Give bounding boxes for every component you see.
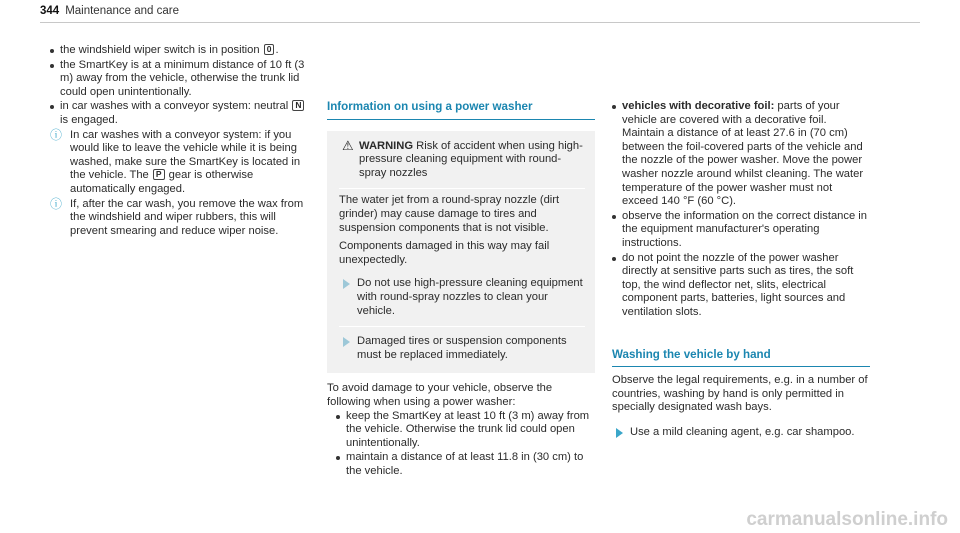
intro-paragraph: To avoid damage to your vehicle, observe the following when using a power washer: xyxy=(327,382,553,408)
column-right xyxy=(612,100,870,441)
list-item: the SmartKey is at a minimum distance of 10 ft (3 m) away from the vehicle, otherwise the trunk lid could open unintentionally. xyxy=(50,59,312,100)
info-icon: ⓘ xyxy=(50,196,63,211)
section-title: Maintenance and care xyxy=(65,5,179,17)
action-step: Damaged tires or suspension components must be replaced immediately. xyxy=(339,335,585,362)
heading-rule xyxy=(327,119,595,120)
neutral-gear-symbol: N xyxy=(292,100,304,111)
action-step: Use a mild cleaning agent, e.g. car shampoo. xyxy=(612,426,870,440)
warning-body xyxy=(339,189,585,362)
info-note: ⓘ If, after the car wash, you remove the wax from the windshield and wiper rubbers, this will prevent smearing and reduce wiper noise. xyxy=(50,196,304,237)
header-divider xyxy=(40,22,920,23)
power-washer-list-continued xyxy=(612,100,870,320)
info-icon: ⓘ xyxy=(50,127,63,142)
list-item: observe the information on the correct distance in the equipment manufacturer's operating instructions. xyxy=(612,210,870,251)
warning-triangle-icon: ⚠ xyxy=(342,137,354,153)
warning-header xyxy=(339,137,585,190)
list-item: keep the SmartKey at least 10 ft (3 m) away from the vehicle. Otherwise the trunk lid could open unintentionally. xyxy=(336,410,595,451)
condition-list xyxy=(50,44,312,128)
column-left xyxy=(50,44,312,239)
info-note: ⓘ In car washes with a conveyor system: if you would like to leave the vehicle while it is being washed, make sure the SmartKey is located in the vehicle. The P gear is otherwise automatically engaged. xyxy=(50,127,301,195)
list-item: the windshield wiper switch is in position 0 . xyxy=(50,44,312,58)
list-item: do not point the nozzle of the power washer directly at sensitive parts such as tires, the soft top, the wind deflector net, slits, electrical component parts, batteries, light sources and ventilation slots. xyxy=(612,252,870,320)
warning-paragraph: The water jet from a round-spray nozzle (dirt grinder) may cause damage to tires and suspension components that is not visible. xyxy=(339,194,560,234)
warning-title: Risk of accident when using high-pressure cleaning equipment with round-spray nozzles xyxy=(359,139,583,179)
divider xyxy=(339,326,585,327)
page-number: 344 xyxy=(40,5,60,17)
action-arrow-icon xyxy=(343,279,350,289)
action-step: Do not use high-pressure cleaning equipment with round-spray nozzles to clean your vehicle. xyxy=(339,277,585,318)
warning-label: WARNING xyxy=(359,139,414,152)
wiper-position-symbol: 0 xyxy=(264,44,275,55)
list-item: vehicles with decorative foil: parts of your vehicle are covered with a decorative foil. Maintain a distance of at least 27.6 in (70 cm) between the foil-covered parts of the vehicle and the nozzle of the power washer. Move the power washer nozzle around whilst cleaning. The water temperature of the power washer must not exceed 140 °F (60 °C). xyxy=(612,100,870,209)
section-heading: Information on using a power washer xyxy=(327,100,533,113)
power-washer-list xyxy=(336,410,595,479)
list-item: in car washes with a conveyor system: neutral N is engaged. xyxy=(50,100,312,127)
hand-wash-paragraph: Observe the legal requirements, e.g. in a number of countries, washing by hand is only permitted in specially designated wash bays. xyxy=(612,374,868,414)
watermark-text: carmanualsonline.info xyxy=(746,509,948,530)
list-item: maintain a distance of at least 11.8 in (30 cm) to the vehicle. xyxy=(336,451,595,478)
action-arrow-icon xyxy=(343,337,350,347)
section-heading: Washing the vehicle by hand xyxy=(612,347,771,361)
warning-paragraph: Components damaged in this way may fail unexpectedly. xyxy=(339,240,550,266)
park-gear-symbol: P xyxy=(153,169,165,180)
column-middle xyxy=(327,100,595,479)
action-arrow-icon xyxy=(616,428,623,438)
warning-box xyxy=(327,131,595,374)
